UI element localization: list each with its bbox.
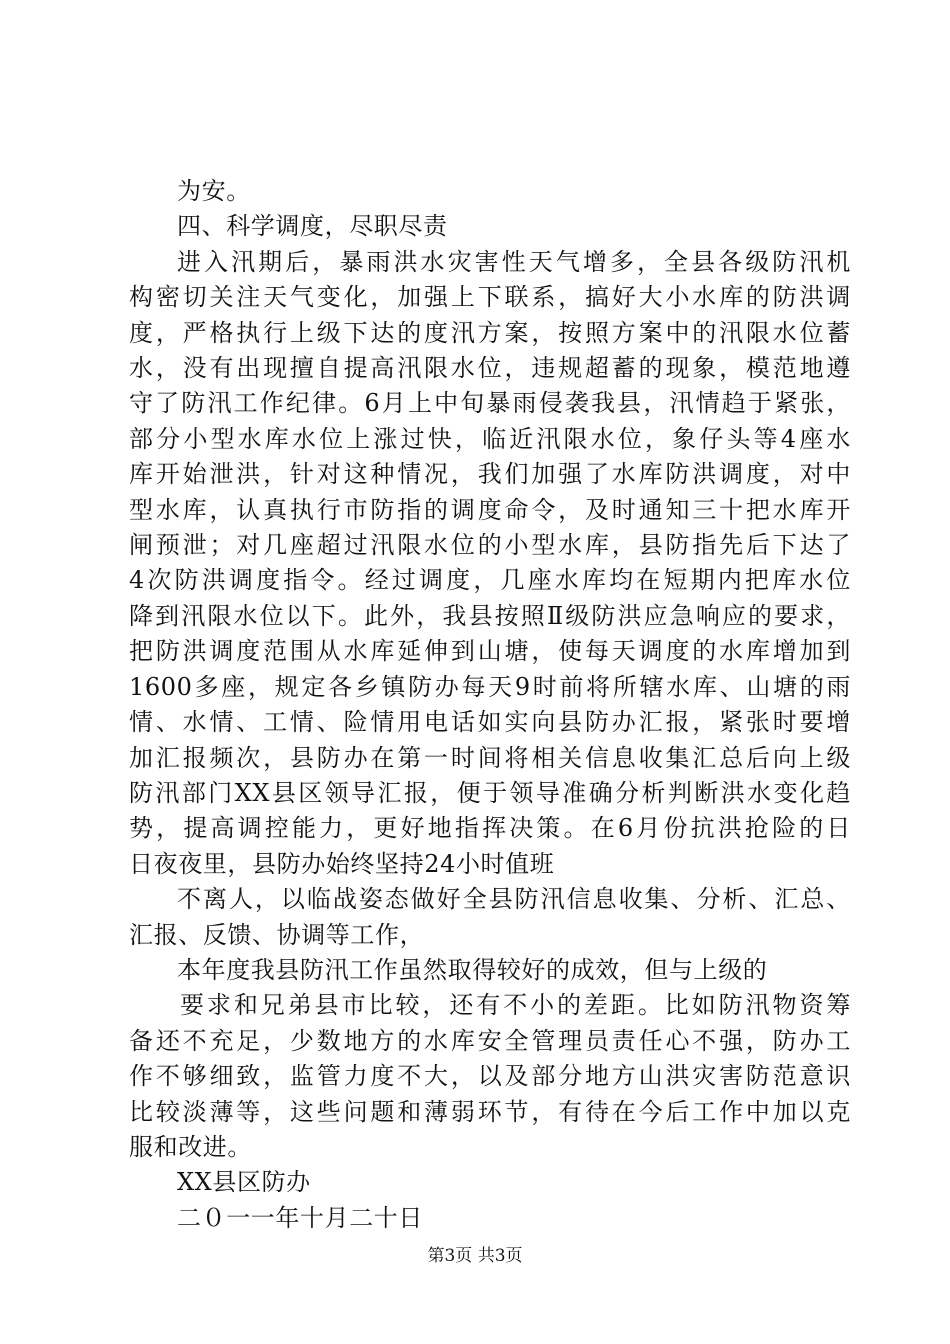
text-line-9: 库开始泄洪，针对这种情况，我们加强了水库防洪调度，对中: [129, 460, 851, 489]
text-line-27: 比较淡薄等，这些问题和薄弱环节，有待在今后工作中加以克: [129, 1097, 851, 1126]
text-line-15: 1600多座，规定各乡镇防办每天9时前将所辖水库、山塘的雨: [129, 672, 851, 701]
text-line-18: 防汛部门XX县区领导汇报，便于领导准确分析判断洪水变化趋: [129, 778, 851, 807]
signature-date: 二０一一年十月二十日: [177, 1203, 423, 1232]
document-body: [129, 174, 851, 1236]
text-line-5: 度，严格执行上级下达的度汛方案，按照方案中的汛限水位蓄: [129, 318, 851, 347]
text-line-22: 汇报、反馈、协调等工作，: [129, 920, 425, 949]
text-line-20: 日夜夜里，县防办始终坚持24小时值班: [129, 849, 555, 878]
text-line-11: 闸预泄；对几座超过汛限水位的小型水库，县防指先后下达了: [129, 531, 851, 560]
text-line-6: 水，没有出现擅自提高汛限水位，违规超蓄的现象，模范地遵: [129, 354, 851, 383]
page-number-footer: 第3页 共3页: [427, 1246, 523, 1266]
text-line-10: 型水库，认真执行市防指的调度命令，及时通知三十把水库开: [129, 495, 851, 524]
text-line-26: 作不够细致，监管力度不大，以及部分地方山洪灾害防范意识: [129, 1062, 851, 1091]
text-line-14: 把防洪调度范围从水库延伸到山塘，使每天调度的水库增加到: [129, 637, 851, 666]
text-line-16: 情、水情、工情、险情用电话如实向县防办汇报，紧张时要增: [129, 708, 851, 737]
text-line-17: 加汇报频次，县防办在第一时间将相关信息收集汇总后向上级: [129, 743, 851, 772]
text-line-7: 守了防汛工作纪律。6月上中旬暴雨侵袭我县，汛情趋于紧张，: [129, 389, 851, 418]
text-line-21: 不离人，以临战姿态做好全县防汛信息收集、分析、汇总、: [177, 885, 851, 914]
text-line-13: 降到汛限水位以下。此外，我县按照Ⅱ级防洪应急响应的要求，: [129, 601, 851, 630]
text-line-4: 构密切关注天气变化，加强上下联系，搞好大小水库的防洪调: [129, 283, 851, 312]
text-line-12: 4次防洪调度指令。经过调度，几座水库均在短期内把库水位: [129, 566, 851, 595]
text-line-1: 为安。: [177, 177, 251, 205]
text-line-3: 进入汛期后，暴雨洪水灾害性天气增多，全县各级防汛机: [177, 247, 851, 276]
section-heading: 四、科学调度，尽职尽责: [177, 212, 448, 241]
text-line-24: 要求和兄弟县市比较，还有不小的差距。比如防汛物资筹: [180, 991, 851, 1020]
text-line-28: 服和改进。: [129, 1132, 252, 1161]
signature-office: XX县区防办: [177, 1168, 311, 1197]
text-line-23: 本年度我县防汛工作虽然取得较好的成效，但与上级的: [177, 955, 768, 984]
text-line-19: 势，提高调控能力，更好地指挥决策。在6月份抗洪抢险的日: [129, 814, 851, 843]
text-line-8: 部分小型水库水位上涨过快，临近汛限水位，象仔头等4座水: [129, 424, 851, 453]
text-line-25: 备还不充足，少数地方的水库安全管理员责任心不强，防办工: [129, 1026, 851, 1055]
